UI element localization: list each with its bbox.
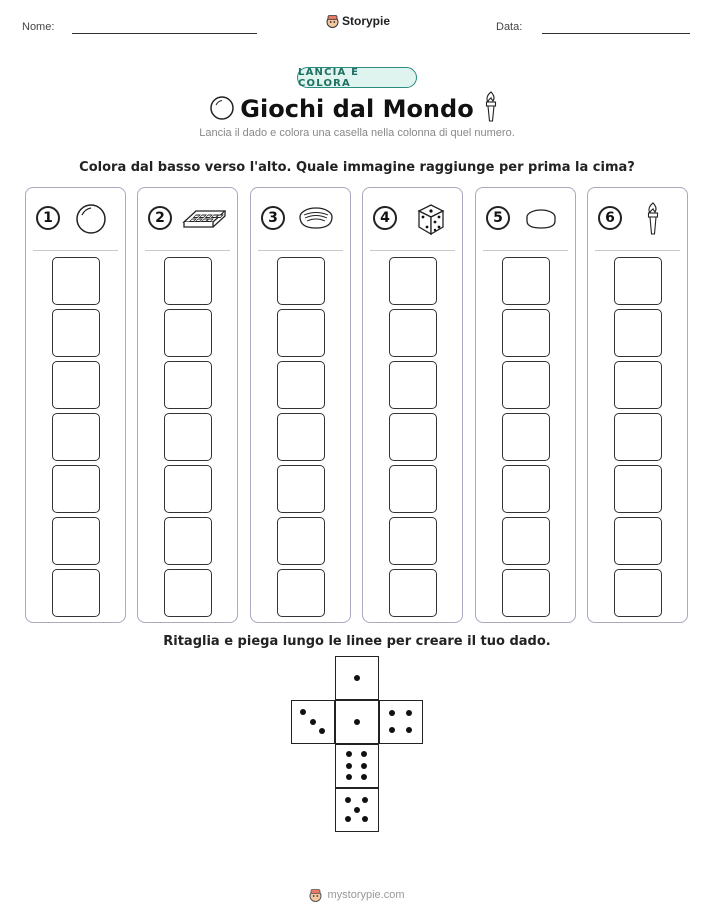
column-divider [370, 250, 455, 251]
color-box[interactable] [614, 517, 662, 565]
color-box[interactable] [277, 569, 325, 617]
color-box[interactable] [164, 465, 212, 513]
dice-face-6 [335, 744, 379, 788]
dice-pip [354, 719, 360, 725]
dice-pip [361, 774, 367, 780]
color-box[interactable] [277, 309, 325, 357]
torch-icon [483, 90, 499, 124]
date-line[interactable] [542, 33, 690, 34]
color-box[interactable] [614, 309, 662, 357]
color-box[interactable] [164, 361, 212, 409]
dice-pip [345, 816, 351, 822]
column-header [251, 188, 350, 250]
column-number: 5 [486, 206, 510, 230]
color-box[interactable] [277, 257, 325, 305]
coin-icon [518, 202, 564, 236]
color-box[interactable] [164, 413, 212, 461]
dice-pip [354, 675, 360, 681]
color-box[interactable] [164, 569, 212, 617]
marble-icon [68, 202, 114, 236]
race-column-4 [362, 187, 463, 623]
activity-badge: LANCIA E COLORA [297, 67, 417, 88]
color-box[interactable] [164, 257, 212, 305]
race-column-6 [587, 187, 688, 623]
color-box[interactable] [502, 413, 550, 461]
dice-face-1 [335, 656, 379, 700]
color-box[interactable] [502, 361, 550, 409]
color-box[interactable] [164, 309, 212, 357]
color-box[interactable] [277, 517, 325, 565]
race-column-2 [137, 187, 238, 623]
color-box[interactable] [502, 569, 550, 617]
dice-pip [354, 807, 360, 813]
dice-pip [345, 797, 351, 803]
color-box[interactable] [614, 361, 662, 409]
color-box[interactable] [52, 517, 100, 565]
column-number: 2 [148, 206, 172, 230]
column-header [363, 188, 462, 250]
column-number: 6 [598, 206, 622, 230]
color-box[interactable] [502, 465, 550, 513]
name-label: Nome: [22, 21, 55, 33]
column-header [476, 188, 575, 250]
dice-pip [361, 763, 367, 769]
color-box[interactable] [502, 517, 550, 565]
brand-logo [326, 14, 390, 28]
cutout-label: Ritaglia e piega lungo le linee per creare il tuo dado. [163, 634, 551, 649]
dice-face-3 [291, 700, 335, 744]
race-column-3 [250, 187, 351, 623]
instruction: Colora dal basso verso l'alto. Quale immagine raggiunge per prima la cima? [79, 160, 635, 175]
color-box[interactable] [52, 361, 100, 409]
torch-icon [630, 202, 676, 236]
column-divider [33, 250, 118, 251]
mancala-board-icon [180, 202, 226, 236]
color-box[interactable] [614, 569, 662, 617]
dice-pip [346, 774, 352, 780]
pie-mascot-icon [309, 888, 322, 902]
brand-name: Storypie [342, 14, 391, 28]
color-box[interactable] [389, 413, 437, 461]
dice-pip [361, 751, 367, 757]
dice-icon [405, 202, 451, 236]
color-box[interactable] [389, 517, 437, 565]
subtitle: Lancia il dado e colora una casella nella colonna di quel numero. [199, 127, 515, 139]
dice-face-1 [335, 700, 379, 744]
color-box[interactable] [277, 413, 325, 461]
dice-face-5 [335, 788, 379, 832]
color-box[interactable] [52, 257, 100, 305]
date-label: Data: [496, 21, 523, 33]
color-box[interactable] [614, 413, 662, 461]
dice-pip [362, 816, 368, 822]
color-box[interactable] [389, 361, 437, 409]
column-divider [483, 250, 568, 251]
bowl-icon [293, 202, 339, 236]
name-line[interactable] [72, 33, 257, 34]
dice-pip [319, 728, 325, 734]
page-title: Giochi dal Mondo [240, 95, 474, 123]
color-box[interactable] [389, 465, 437, 513]
footer-url: mystorypie.com [327, 889, 405, 901]
column-number: 3 [261, 206, 285, 230]
dice-pip [389, 710, 395, 716]
dice-pip [346, 763, 352, 769]
pie-mascot-icon [326, 14, 339, 28]
dice-pip [389, 727, 395, 733]
color-box[interactable] [389, 569, 437, 617]
color-box[interactable] [164, 517, 212, 565]
dice-pip [310, 719, 316, 725]
color-box[interactable] [502, 257, 550, 305]
dice-pip [362, 797, 368, 803]
footer [0, 888, 714, 902]
column-header [26, 188, 125, 250]
color-box[interactable] [389, 257, 437, 305]
color-box[interactable] [277, 361, 325, 409]
dice-pip [406, 710, 412, 716]
dice-pip [300, 709, 306, 715]
race-column-5 [475, 187, 576, 623]
dice-face-4 [379, 700, 423, 744]
column-header [138, 188, 237, 250]
color-box[interactable] [614, 465, 662, 513]
color-box[interactable] [52, 465, 100, 513]
color-box[interactable] [52, 569, 100, 617]
column-number: 1 [36, 206, 60, 230]
color-box[interactable] [52, 413, 100, 461]
color-box[interactable] [389, 309, 437, 357]
column-number: 4 [373, 206, 397, 230]
column-divider [145, 250, 230, 251]
color-box[interactable] [52, 309, 100, 357]
color-box[interactable] [277, 465, 325, 513]
column-divider [595, 250, 680, 251]
color-box[interactable] [614, 257, 662, 305]
column-header [588, 188, 687, 250]
color-box[interactable] [502, 309, 550, 357]
column-divider [258, 250, 343, 251]
dice-pip [346, 751, 352, 757]
dice-pip [406, 727, 412, 733]
race-column-1 [25, 187, 126, 623]
